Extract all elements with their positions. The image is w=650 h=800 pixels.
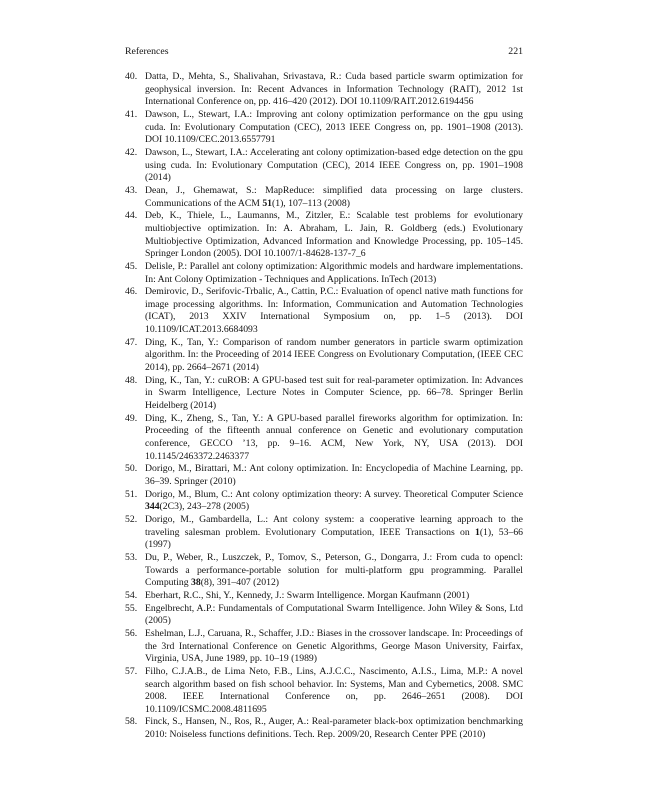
reference-text: Engelbrecht, A.P.: Fundamentals of Computational Swarm Intelligence. John Wiley & Sons, Ltd (2005) (145, 602, 523, 627)
reference-text: Dean, J., Ghemawat, S.: MapReduce: simplified data processing on large clusters. Communications of the ACM 51(1), 107–113 (2008) (145, 184, 523, 209)
reference-number: 42. (125, 146, 138, 158)
reference-text: Dawson, L., Stewart, I.A.: Improving ant colony optimization performance on the gpu using cuda. In: Evolutionary Computation (CEC), 2013 IEEE Congress on, pp. 1901–1908 (2013). DOI 10.1109/CEC.2013.6557791 (145, 108, 523, 146)
reference-number: 40. (125, 71, 138, 82)
reference-text: Dawson, L., Stewart, I.A.: Accelerating ant colony optimization-based edge detection on the gpu using cuda. In: Evolutionary Computation (CEC), 2014 IEEE Congress on, pp. 1901–1908 (2014) (145, 146, 523, 184)
reference-text: Eshelman, L.J., Caruana, R., Schaffer, J.D.: Biases in the crossover landscape. In: Proceedings of the 3rd International Conference on Genetic Algorithms, George Mason University, Fairfax, Virginia, USA, June 1989, pp. 10–19 (1989) (145, 627, 523, 665)
reference-text: Delisle, P.: Parallel ant colony optimization: Algorithmic models and hardware implementations. In: Ant Colony Optimization - Techniques and Applications. InTech (2013) (145, 260, 523, 285)
reference-item (125, 375, 523, 413)
reference-item (125, 666, 523, 717)
reference-number: 43. (125, 184, 138, 196)
reference-text: Dorigo, M., Birattari, M.: Ant colony optimization. In: Encyclopedia of Machine Learning, pp. 36–39. Springer (2010) (145, 463, 523, 487)
reference-item (125, 590, 523, 603)
reference-item (125, 71, 523, 109)
reference-item (125, 489, 523, 514)
reference-number: 51. (125, 488, 138, 500)
reference-text: Dorigo, M., Gambardella, L.: Ant colony system: a cooperative learning approach to the traveling salesman problem. Evolutionary Computation, IEEE Transactions on 1(1), 53–66 (1997) (145, 513, 524, 551)
reference-text: Demirovic, D., Serifovic-Trbalic, A., Cattin, P.C.: Evaluation of opencl native math functions for image processing algorithms. In: Information, Communication and Automation Technologies (ICAT), 2013 XXIV International Symposium on, pp. 1–5 (2013). DOI 10.1109/ICAT.2013.6684093 (145, 286, 523, 336)
reference-number: 48. (125, 374, 138, 386)
reference-number: 53. (125, 551, 138, 563)
reference-item (125, 147, 523, 185)
reference-text: Eberhart, R.C., Shi, Y., Kennedy, J.: Swarm Intelligence. Morgan Kaufmann (2001) (145, 589, 470, 601)
reference-number: 46. (125, 286, 138, 298)
reference-item (125, 603, 523, 628)
reference-item (125, 552, 523, 590)
reference-number: 47. (125, 336, 138, 348)
reference-item (125, 463, 523, 488)
reference-number: 45. (125, 260, 138, 272)
reference-text: Du, P., Weber, R., Luszczek, P., Tomov, S., Peterson, G., Dongarra, J.: From cuda to opencl: Towards a performance-portable solution for multi-platform gpu programming. Parallel Computing 38(8), 391–407 (2012) (145, 551, 523, 589)
reference-number: 50. (125, 463, 138, 475)
reference-item (125, 210, 523, 261)
running-head-title: References (125, 46, 169, 57)
reference-item (125, 413, 523, 464)
reference-number: 55. (125, 602, 138, 614)
reference-item (125, 514, 523, 552)
reference-number: 49. (125, 412, 138, 424)
reference-number: 44. (125, 210, 138, 222)
reference-item (125, 286, 523, 337)
reference-text: Ding, K., Tan, Y.: cuROB: A GPU-based test suit for real-parameter optimization. In: Advances in Swarm Intelligence, Lecture Notes in Computer Science, pp. 66–78. Springer Berlin Heidelberg (2014) (145, 374, 523, 412)
references-list (125, 71, 523, 742)
reference-number: 41. (125, 108, 138, 120)
reference-text: Ding, K., Tan, Y.: Comparison of random number generators in particle swarm optimization algorithm. In: the Proceeding of 2014 IEEE Congress on Evolutionary Computation, (IEEE CEC 2014), pp. 2664–2671 (2014) (145, 336, 523, 374)
reference-number: 56. (125, 627, 138, 639)
reference-text: Ding, K., Zheng, S., Tan, Y.: A GPU-based parallel fireworks algorithm for optimization. In: Proceeding of the fifteenth annual conference on Genetic and evolutionary computation conference, GECCO ’13, pp. 9–16. ACM, New York, NY, USA (2013). DOI 10.1145/2463372.2463377 (145, 412, 523, 462)
reference-item (125, 109, 523, 147)
reference-number: 58. (125, 716, 138, 728)
reference-text: Deb, K., Thiele, L., Laumanns, M., Zitzler, E.: Scalable test problems for evolutionary multiobjective optimization. In: A. Abraham, L. Jain, R. Goldberg (eds.) Evolutionary Multiobjective Optimization, Advanced Information and Knowledge Processing, pp. 105–145. Springer London (2005). DOI 10.1007/1-84628-137-7_6 (145, 210, 523, 260)
reference-number: 57. (125, 665, 138, 677)
reference-text: Filho, C.J.A.B., de Lima Neto, F.B., Lins, A.J.C.C., Nascimento, A.I.S., Lima, M.P.: A novel search algorithm based on fish school behavior. In: Systems, Man and Cybernetics, 2008. SMC 2008. IEEE International Conference on, pp. 2646–2651 (2008). DOI 10.1109/ICSMC.2008.4811695 (145, 665, 523, 715)
reference-item (125, 261, 523, 286)
reference-text: Dorigo, M., Blum, C.: Ant colony optimization theory: A survey. Theoretical Computer Science 344(2C3), 243–278 (2005) (145, 488, 523, 513)
reference-item (125, 337, 523, 375)
reference-number: 54. (125, 589, 138, 601)
page-number: 221 (508, 46, 523, 57)
reference-number: 52. (125, 513, 138, 525)
reference-item (125, 716, 523, 741)
reference-item (125, 628, 523, 666)
reference-text: Datta, D., Mehta, S., Shalivahan, Srivastava, R.: Cuda based particle swarm optimization for geophysical inversion. In: Recent Advances in Information Technology (RAIT), 2012 1st International Conference on, pp. 416–420 (2012). DOI 10.1109/RAIT.2012.6194456 (145, 71, 523, 108)
reference-text: Finck, S., Hansen, N., Ros, R., Auger, A.: Real-parameter black-box optimization benchmarking 2010: Noiseless functions definitions. Tech. Rep. 2009/20, Research Center PPE (2010) (145, 716, 523, 741)
running-header (125, 46, 523, 57)
reference-item (125, 185, 523, 210)
